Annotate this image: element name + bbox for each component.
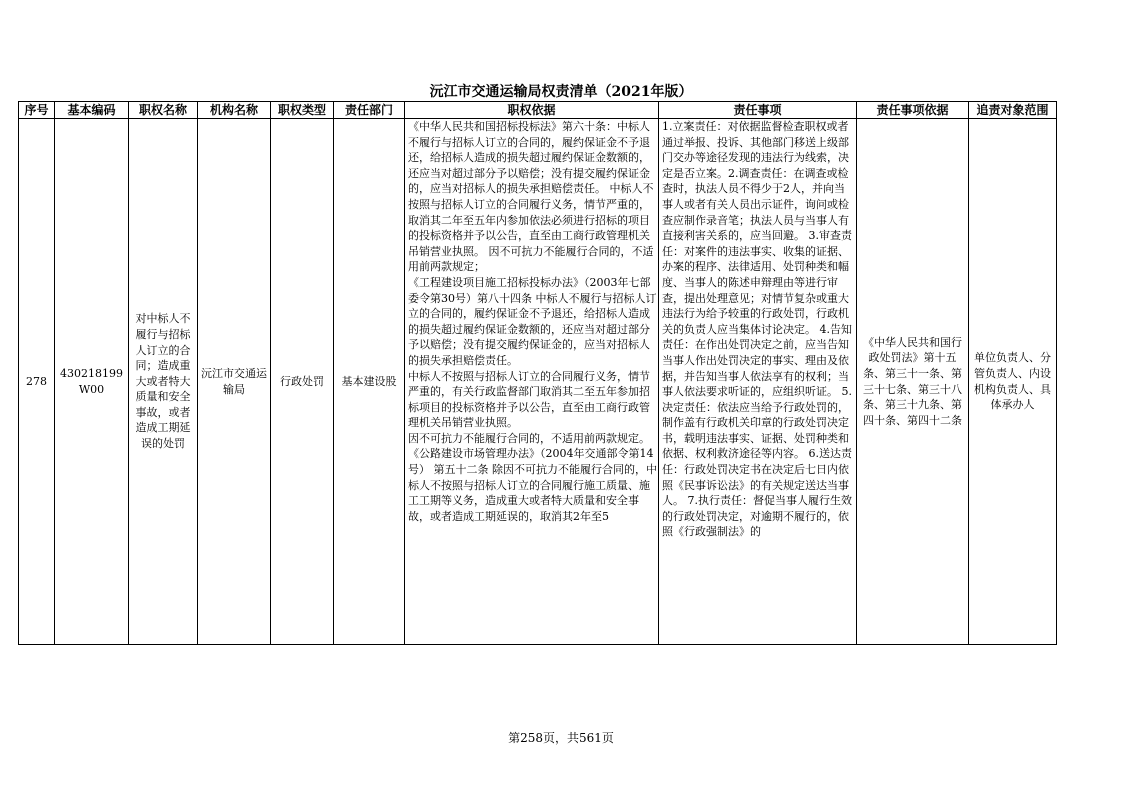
basis-paragraph: 中标人不按照与招标人订立的合同履行义务，情节严重的，有关行政监督部门取消其二至五年参加招标项目的投标资格并予以公告，直至由工商行政管理机关吊销营业执照。 [408, 369, 650, 430]
cell-matters-basis: 《中华人民共和国行政处罚法》第十五条、第三十一条、第三十七条、第三十八条、第三十九条、第四十条、第四十二条 [857, 119, 969, 645]
page-title: 沅江市交通运输局权责清单（2021年版） [429, 84, 693, 100]
cell-code: 430218199W00 [55, 119, 129, 645]
header-responsibility-matters: 责任事项 [659, 102, 857, 119]
cell-power-name: 对中标人不履行与招标人订立的合同；造成重大或者特大质量和安全事故，或者造成工期延误的处罚 [129, 119, 198, 645]
header-basis: 职权依据 [405, 102, 659, 119]
table-row [19, 119, 1057, 645]
basis-paragraph: 《公路建设市场管理办法》（2004年交通部令第14号） 第五十二条 除因不可抗力不能履行合同的，中标人不按照与招标人订立的合同履行施工质量、施工工期等义务，造成重大或者特大质量和安全事故，或者造成工期延误的，取消其2年至5 [408, 447, 657, 523]
header-accountability: 追责对象范围 [969, 102, 1057, 119]
cell-seq: 278 [19, 119, 55, 645]
cell-power-type: 行政处罚 [271, 119, 334, 645]
header-seq: 序号 [19, 102, 55, 119]
cell-department: 基本建设股 [334, 119, 405, 645]
header-power-name: 职权名称 [129, 102, 198, 119]
basis-paragraph: 《工程建设项目施工招标投标办法》（2003年七部委令第30号）第八十四条 中标人不履行与招标人订立的合同的，履约保证金不予退还，给招标人造成的损失超过履约保证金数额的，还应当对超过部分予以赔偿；没有提交履约保证金的，应当对招标人的损失承担赔偿责任。 [408, 275, 657, 367]
basis-paragraph: 因不可抗力不能履行合同的，不适用前两款规定。 [408, 431, 650, 445]
header-code: 基本编码 [55, 102, 129, 119]
cell-accountability: 单位负责人、分管负责人、内设机构负责人、具体承办人 [969, 119, 1057, 645]
cell-responsibility-matters [659, 119, 857, 645]
basis-paragraph: 《中华人民共和国招标投标法》第六十条：中标人不履行与招标人订立的合同的，履约保证金不予退还，给招标人造成的损失超过履约保证金数额的，还应当对超过部分予以赔偿；没有提交履约保证金的，应当对招标人的损失承担赔偿责任。 中标人不按照与招标人订立的合同履行义务，情节严重的，取消其二年至五年内参加依法必须进行招标的项目的投标资格并予以公告，直至由工商行政管理机关吊销营业执照。 因不可抗力不能履行合同的，不适用前两款规定； [408, 120, 654, 274]
header-org-name: 机构名称 [198, 102, 271, 119]
header-power-type: 职权类型 [271, 102, 334, 119]
table-header-row [19, 102, 1057, 119]
responsibility-table [18, 101, 1057, 645]
page-footer: 第258页，共561页 [508, 731, 614, 745]
header-department: 责任部门 [334, 102, 405, 119]
cell-basis [405, 119, 659, 645]
header-matters-basis: 责任事项依据 [857, 102, 969, 119]
cell-org-name: 沅江市交通运输局 [198, 119, 271, 645]
responsibility-matters-text: 1.立案责任：对依据监督检查职权或者通过举报、投诉、其他部门移送上级部门交办等途径发现的违法行为线索，决定是否立案。2.调查责任：在调查或检查时，执法人员不得少于2人，并向当事人或者有关人员出示证件，询问或检查应制作录音笔；执法人员与当事人有直接利害关系的，应当回避。 3.审查责任：对案件的违法事实、收集的证据、办案的程序、法律适用、处罚种类和幅度、当事人的陈述申辩理由等进行审查，提出处理意见；对情节复杂或重大违法行为给予较重的行政处罚，行政机关的负责人应当集体讨论决定。 4.告知责任：在作出处罚决定之前，应当告知当事人作出处罚决定的事实、理由及依据，并告知当事人依法享有的权利；当事人依法要求听证的，应组织听证。 5.决定责任：依法应当给予行政处罚的，制作盖有行政机关印章的行政处罚决定书，载明违法事实、证据、处罚种类和依据、权利救济途径等内容。 6.送达责任：行政处罚决定书在决定后七日内依照《民事诉讼法》的有关规定送达当事人。 7.执行责任：督促当事人履行生效的行政处罚决定，对逾期不履行的，依照《行政强制法》的 [662, 120, 852, 539]
